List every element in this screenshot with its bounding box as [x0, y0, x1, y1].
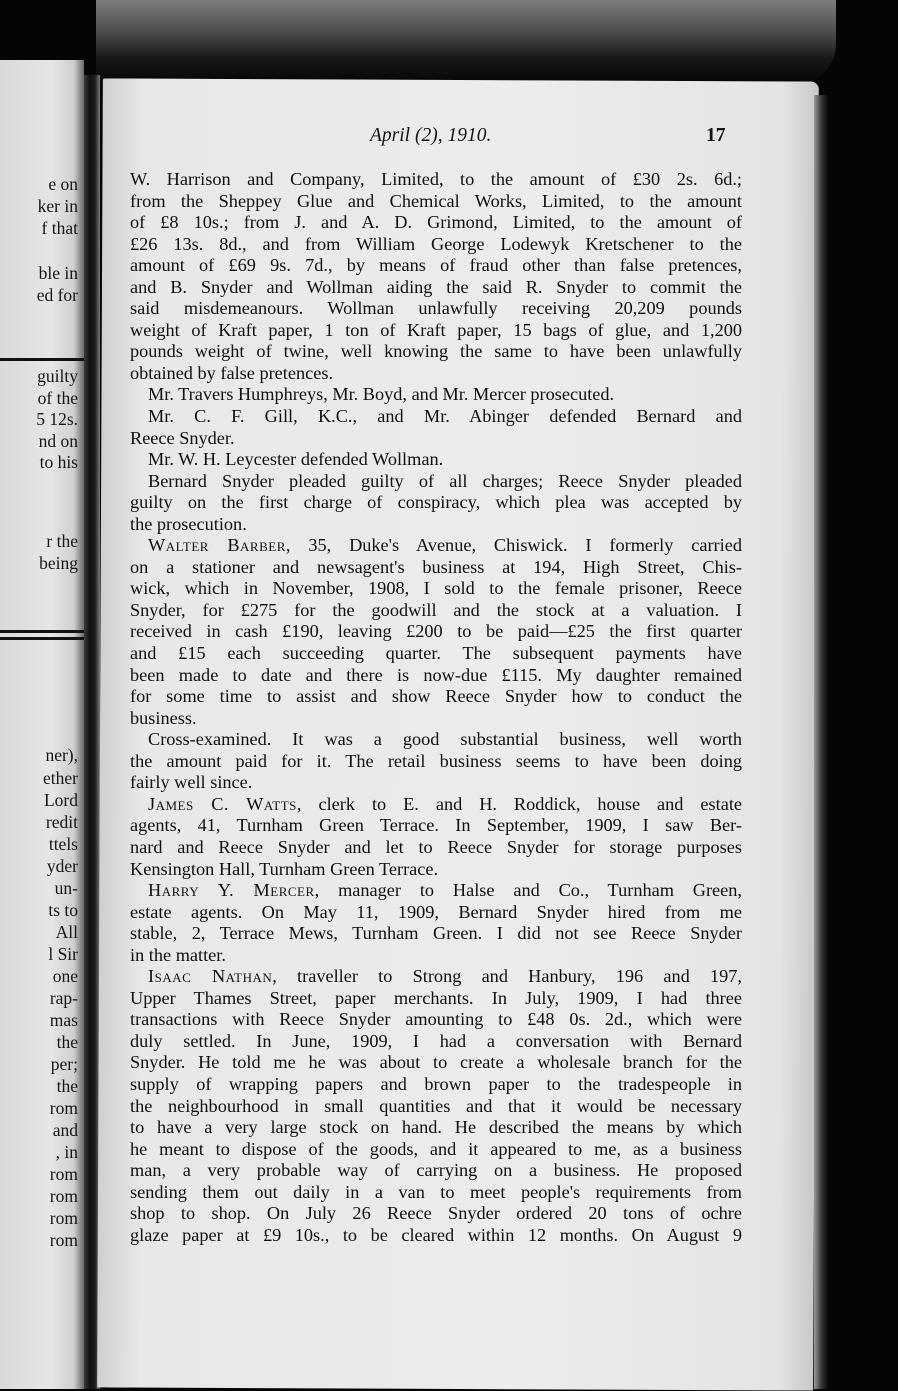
left-page-fragment: ble in [38, 263, 78, 283]
left-facing-page [0, 60, 84, 1389]
text-line: weight of Kraft paper, 1 ton of Kraft paper, 15 bags of glue, and 1,200 [130, 319, 742, 340]
page-edge-shadow [814, 95, 828, 1389]
left-page-rule [0, 358, 84, 361]
text-line: Mr. Travers Humphreys, Mr. Boyd, and Mr. Mercer prosecuted. [148, 384, 615, 405]
left-page-fragment: the [56, 1032, 78, 1052]
left-page-fragment: being [39, 553, 78, 573]
left-page-fragment: f that [41, 218, 78, 238]
text-line: Mr. W. H. Leycester defended Wollman. [148, 449, 444, 470]
text-line: from the Sheppey Glue and Chemical Works, Limited, to the amount [130, 190, 742, 211]
left-page-fragment: ttels [48, 834, 78, 854]
text-line: to have a very large stock on hand. He described the means by which [130, 1117, 742, 1138]
text-line: shop to shop. On July 26 Reece Snyder ordered 20 tons of ochre [130, 1203, 742, 1224]
left-page-fragment: rap- [49, 988, 78, 1008]
text-line: of £8 10s.; from J. and A. D. Grimond, Limited, to the amount of [130, 212, 742, 233]
left-page-fragment: ed for [36, 285, 78, 305]
text-line: obtained by false pretences. [130, 362, 334, 383]
running-title: April (2), 1910. [370, 125, 492, 146]
text-line: said misdemeanours. Wollman unlawfully receiving 20,209 pounds [130, 298, 742, 319]
left-page-fragment: All [55, 922, 78, 942]
text-line: stable, 2, Terrace Mews, Turnham Green. I did not see Reece Snyder [130, 923, 742, 944]
left-page-fragment: rom [49, 1164, 78, 1184]
left-page-fragment: rom [49, 1230, 78, 1250]
witness-name: James C. Watts [148, 793, 297, 814]
left-page-fragment: of the [37, 388, 78, 408]
left-page-fragment: nd on [38, 431, 78, 451]
text-line: Bernard Snyder pleaded guilty of all charges; Reece Snyder pleaded [148, 470, 742, 491]
left-page-fragment: ts to [48, 900, 78, 920]
text-line: pounds weight of twine, well knowing the same to have been unlawfully [130, 341, 742, 362]
text-line: nard and Reece Snyder and let to Reece Snyder for storage purposes [130, 836, 742, 857]
left-page-fragment: redit [45, 812, 78, 832]
text-line: transactions with Reece Snyder amounting to £48 0s. 2d., which were [130, 1009, 742, 1030]
text-line: in the matter. [130, 944, 226, 965]
text-line: been made to date and there is now-due £115. My daughter remained [130, 664, 742, 685]
left-page-fragment: yder [46, 856, 78, 876]
text-line: Snyder. He told me he was about to create a wholesale branch for the [130, 1052, 742, 1073]
text-line: amount of £69 9s. 7d., by means of fraud other than false pretences, [130, 255, 742, 276]
left-page-fragment: un- [54, 878, 78, 898]
left-page-fragment: rom [49, 1098, 78, 1118]
book-top-edge-shadow [96, 0, 836, 84]
text-line: the prosecution. [130, 513, 247, 534]
text-line [130, 794, 742, 816]
left-page-fragment: ner), [45, 745, 78, 765]
left-page-fragment: and [52, 1120, 78, 1140]
text-line: estate agents. On May 11, 1909, Bernard Snyder hired from me [130, 901, 742, 922]
text-line: agents, 41, Turnham Green Terrace. In September, 1909, I saw Ber- [130, 815, 742, 836]
text-line: Upper Thames Street, paper merchants. In July, 1909, I had three [130, 987, 742, 1008]
page-body [130, 169, 742, 1246]
text-line-rest: , traveller to Strong and Hanbury, 196 and 197, [272, 966, 743, 987]
text-line: glaze paper at £9 10s., to be cleared within 12 months. On August 9 [130, 1224, 742, 1245]
text-line: Reece Snyder. [130, 427, 235, 448]
text-line: Snyder, for £275 for the goodwill and the stock at a valuation. I [130, 599, 742, 620]
text-line-rest: , manager to Halse and Co., Turnham Green, [314, 880, 742, 901]
text-line: he meant to dispose of the goods, and it appeared to me, as a business [130, 1138, 742, 1159]
text-line: duly settled. In June, 1909, I had a conversation with Bernard [130, 1030, 742, 1051]
left-page-fragment: ether [43, 768, 78, 788]
left-page-fragment: rom [49, 1186, 78, 1206]
witness-name: Isaac Nathan [148, 966, 273, 987]
text-line: business. [130, 707, 197, 728]
text-line: Cross-examined. It was a good substantial business, well worth [148, 729, 742, 750]
text-line: man, a very probable way of carrying on a business. He proposed [130, 1160, 742, 1181]
text-line-rest: , clerk to E. and H. Roddick, house and estate [296, 793, 743, 814]
left-page-fragment: to his [39, 452, 78, 472]
left-page-fragment: r the [46, 531, 78, 551]
text-line: Mr. C. F. Gill, K.C., and Mr. Abinger defended Bernard and [148, 406, 742, 427]
left-page-fragment: the [56, 1076, 78, 1096]
left-page-fragment: per; [50, 1054, 78, 1074]
witness-name: Walter Barber [148, 535, 286, 556]
text-line: W. Harrison and Company, Limited, to the amount of £30 2s. 6d.; [130, 169, 742, 189]
left-page-fragment: , in [55, 1142, 78, 1162]
text-line: and £15 each succeeding quarter. The subsequent payments have [130, 643, 742, 664]
left-page-rule [0, 637, 84, 640]
left-page-fragment: Lord [43, 790, 78, 810]
text-line: on a stationer and newsagent's business at 194, High Street, Chis- [130, 556, 742, 577]
left-page-fragment: rom [49, 1208, 78, 1228]
left-page-fragment: guilty [37, 366, 78, 386]
page-header [0, 125, 898, 151]
text-line: Kensington Hall, Turnham Green Terrace. [130, 858, 439, 879]
left-page-rule [0, 630, 84, 633]
text-line: guilty on the first charge of conspiracy, which plea was accepted by [130, 492, 742, 513]
left-page-fragment: mas [49, 1010, 78, 1030]
text-line: wick, which in November, 1908, I sold to the female prisoner, Reece [130, 578, 742, 599]
witness-name: Harry Y. Mercer [148, 880, 315, 901]
text-line: the neighbourhood in small quantities and that it would be necessary [130, 1095, 742, 1116]
text-line: supply of wrapping papers and brown paper to the tradespeople in [130, 1073, 742, 1094]
text-line: received in cash £190, leaving £200 to be paid—£25 the first quarter [130, 621, 742, 642]
page-number: 17 [706, 125, 726, 146]
text-line: for some time to assist and show Reece Snyder how to conduct the [130, 686, 742, 707]
left-page-fragment: 5 12s. [36, 409, 78, 429]
text-line [130, 535, 742, 557]
left-page-fragment: ker in [37, 196, 78, 216]
text-line-rest: , 35, Duke's Avenue, Chiswick. I formerly carried [285, 535, 742, 556]
text-line: sending them out daily in a van to meet people's requirements from [130, 1181, 742, 1202]
text-line: £26 13s. 8d., and from William George Lodewyk Kretschener to the [130, 233, 742, 254]
left-page-fragment: one [52, 966, 78, 986]
text-line [130, 880, 742, 902]
text-line: and B. Snyder and Wollman aiding the said R. Snyder to commit the [130, 276, 742, 297]
text-line: fairly well since. [130, 772, 253, 793]
left-page-fragment: e on [48, 174, 78, 194]
left-page-fragment: l Sir [48, 944, 78, 964]
text-line [130, 966, 742, 988]
text-line: the amount paid for it. The retail business seems to have been doing [130, 750, 742, 771]
